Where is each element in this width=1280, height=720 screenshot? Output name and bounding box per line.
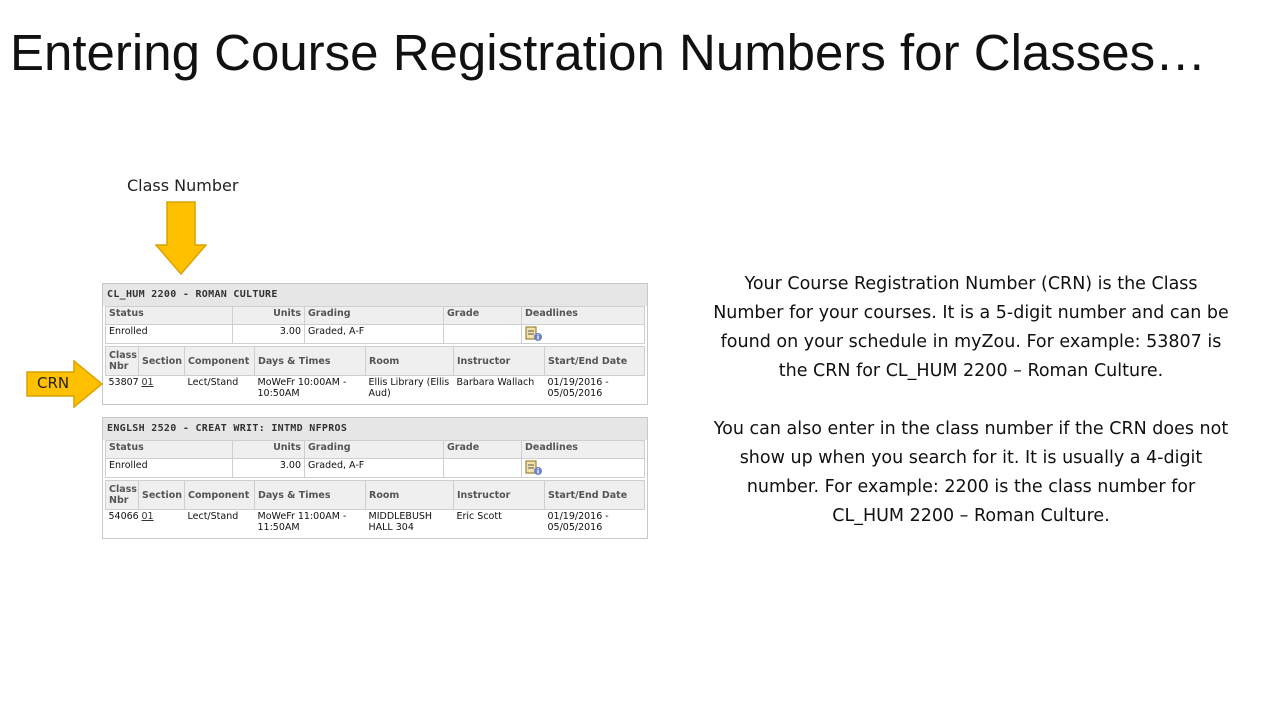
component-value: Lect/Stand [185, 376, 255, 405]
start-end-header: Start/End Date [545, 481, 645, 510]
crn-label: CRN [37, 374, 70, 392]
days-times-value: MoWeFr 11:00AM - 11:50AM [255, 510, 366, 539]
grading-header: Grading [305, 307, 444, 325]
start-end-header: Start/End Date [545, 347, 645, 376]
slide-title: Entering Course Registration Numbers for Classes… [10, 24, 1207, 81]
start-end-value: 01/19/2016 - 05/05/2016 [545, 510, 645, 539]
class-nbr-header: Class Nbr [106, 347, 139, 376]
description-text [712, 270, 1230, 531]
component-header: Component [185, 481, 255, 510]
room-header: Room [366, 347, 454, 376]
deadlines-header: Deadlines [522, 441, 645, 459]
days-times-value: MoWeFr 10:00AM - 10:50AM [255, 376, 366, 405]
deadlines-cell [522, 325, 645, 344]
meeting-table [105, 346, 645, 404]
component-header: Component [185, 347, 255, 376]
instructor-header: Instructor [454, 481, 545, 510]
status-header: Status [106, 441, 233, 459]
description-paragraph: You can also enter in the class number if the CRN does not show up when you search for it. It is usually a 4-digit number. For example: 2200 is the class number for CL_HUM 2200 – Roman Culture. [713, 419, 1229, 526]
component-value: Lect/Stand [185, 510, 255, 539]
deadlines-cell [522, 459, 645, 478]
start-end-value: 01/19/2016 - 05/05/2016 [545, 376, 645, 405]
instructor-value: Eric Scott [454, 510, 545, 539]
units-value: 3.00 [233, 325, 305, 344]
grade-value [444, 325, 522, 344]
room-value: MIDDLEBUSH HALL 304 [366, 510, 454, 539]
meeting-table [105, 480, 645, 538]
section-link[interactable]: 01 [141, 511, 154, 522]
room-value: Ellis Library (Ellis Aud) [366, 376, 454, 405]
section-header: Section [139, 481, 185, 510]
calendar-info-icon[interactable] [525, 460, 543, 476]
calendar-info-icon[interactable] [525, 326, 543, 342]
status-table [105, 440, 645, 478]
room-header: Room [366, 481, 454, 510]
class-nbr-header: Class Nbr [106, 481, 139, 510]
instructor-header: Instructor [454, 347, 545, 376]
section-header: Section [139, 347, 185, 376]
class-number-label: Class Number [127, 176, 239, 195]
days-times-header: Days & Times [255, 481, 366, 510]
grade-header: Grade [444, 441, 522, 459]
grading-header: Grading [305, 441, 444, 459]
status-header: Status [106, 307, 233, 325]
course-card [102, 417, 648, 539]
days-times-header: Days & Times [255, 347, 366, 376]
grading-value: Graded, A-F [305, 459, 444, 478]
status-value: Enrolled [106, 459, 233, 478]
units-value: 3.00 [233, 459, 305, 478]
grade-value [444, 459, 522, 478]
grade-header: Grade [444, 307, 522, 325]
grading-value: Graded, A-F [305, 325, 444, 344]
deadlines-header: Deadlines [522, 307, 645, 325]
description-paragraph: Your Course Registration Number (CRN) is the Class Number for your courses. It is a 5-digit number and can be found on your schedule in myZou. For example: 53807 is the CRN for CL_HUM 2200 – Roman Culture. [713, 274, 1229, 381]
section-link[interactable]: 01 [141, 377, 154, 388]
class-nbr-value: 53807 [106, 376, 139, 405]
course-title: CL_HUM 2200 - ROMAN CULTURE [103, 284, 647, 306]
status-value: Enrolled [106, 325, 233, 344]
units-header: Units [233, 441, 305, 459]
course-card [102, 283, 648, 405]
units-header: Units [233, 307, 305, 325]
course-title: ENGLSH 2520 - CREAT WRIT: INTMD NFPROS [103, 418, 647, 440]
class-nbr-value: 54066 [106, 510, 139, 539]
down-arrow-icon [155, 201, 207, 275]
status-table [105, 306, 645, 344]
instructor-value: Barbara Wallach [454, 376, 545, 405]
